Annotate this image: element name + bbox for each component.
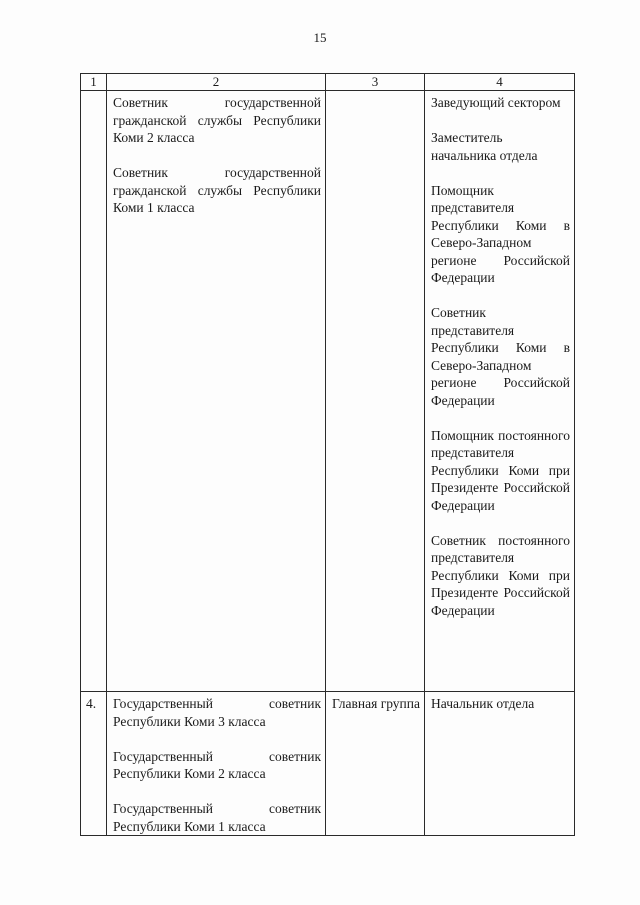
position-cell bbox=[425, 692, 575, 836]
group-cell bbox=[326, 91, 425, 692]
position-item: Начальник отдела bbox=[431, 696, 535, 711]
table-row bbox=[81, 91, 575, 692]
position-item: Советник постоянного представителя Республики Коми при Президенте Российской Федерации bbox=[431, 532, 570, 618]
rank-item: Советник государственной гражданской службы Республики Коми 2 класса bbox=[113, 95, 321, 145]
position-item: Помощник представителя Республики Коми в Северо-Западном регионе Российской Федерации bbox=[431, 182, 570, 285]
position-item: Советник представителя Республики Коми в Северо-Западном регионе Российской Федерации bbox=[431, 305, 570, 408]
positions-table bbox=[80, 73, 575, 836]
rank-item: Государственный советник Республики Коми 3 класса bbox=[113, 696, 321, 729]
row-number bbox=[81, 91, 107, 692]
position-item: Заместитель начальника отдела bbox=[431, 130, 538, 163]
rank-item: Государственный советник Республики Коми 1 класса bbox=[113, 801, 321, 834]
header-col-3: 3 bbox=[326, 74, 425, 91]
table-header-row bbox=[81, 74, 575, 91]
row-number: 4. bbox=[81, 692, 107, 836]
position-cell bbox=[425, 91, 575, 692]
page-number: 15 bbox=[313, 30, 327, 45]
rank-item: Советник государственной гражданской службы Республики Коми 1 класса bbox=[113, 165, 321, 215]
header-col-4: 4 bbox=[425, 74, 575, 91]
position-item: Заведующий сектором bbox=[431, 95, 561, 110]
header-col-1: 1 bbox=[81, 74, 107, 91]
rank-cell bbox=[107, 692, 326, 836]
rank-cell bbox=[107, 91, 326, 692]
rank-item: Государственный советник Республики Коми 2 класса bbox=[113, 748, 321, 781]
group-cell: Главная группа bbox=[326, 692, 425, 836]
position-item: Помощник постоянного представителя Республики Коми при Президенте Российской Федерации bbox=[431, 427, 570, 513]
table-row bbox=[81, 692, 575, 836]
header-col-2: 2 bbox=[107, 74, 326, 91]
